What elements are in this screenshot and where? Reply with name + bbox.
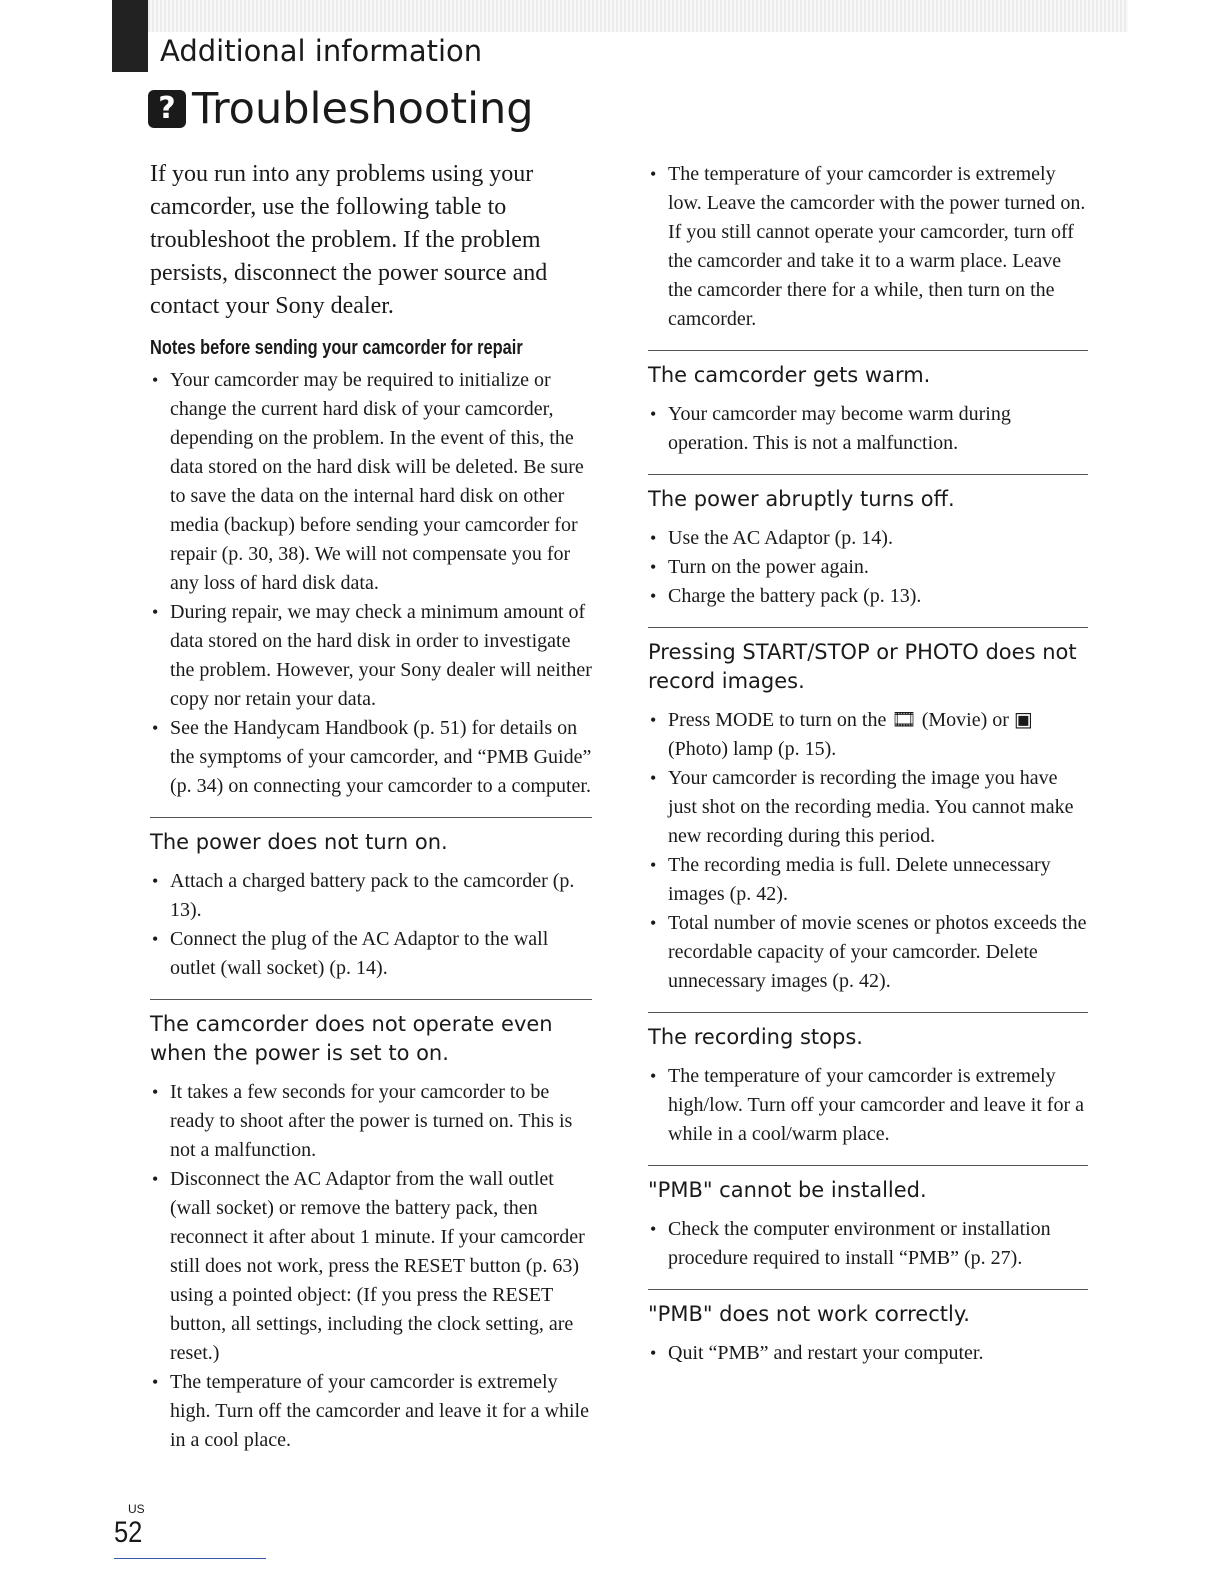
list-item: • The temperature of your camcorder is extremely low. Leave the camcorder with the power turned on. If you still cannot operate your camcorder, turn off the camcorder and take it to a warm place. Leave the camcorder there for a while, then turn on the camcorder. <box>648 160 1088 334</box>
issue-heading: The recording stops. <box>648 1025 863 1049</box>
divider <box>648 1012 1088 1013</box>
list-item: • Total number of movie scenes or photos exceeds the recordable capacity of your camcorder. Delete unnecessary images (p. 42). <box>648 909 1088 996</box>
issue-pmb-work <box>648 1300 1088 1368</box>
list-item: • Check the computer environment or installation procedure required to install “PMB” (p. 27). <box>648 1215 1088 1273</box>
divider <box>648 627 1088 628</box>
header-band <box>112 0 1128 32</box>
divider <box>648 474 1088 475</box>
list-item: • Your camcorder may be required to initialize or change the current hard disk of your camcorder, depending on the problem. In the event of this, the data stored on the hard disk will be deleted. Be sure to save the data on the internal hard disk on other media (backup) before sending your camcorder for repair (p. 30, 38). We will not compensate you for any loss of hard disk data. <box>150 366 592 598</box>
issue-recording-stops <box>648 1023 1088 1149</box>
list-item: • Your camcorder is recording the image you have just shot on the recording media. You cannot make new recording during this period. <box>648 764 1088 851</box>
page-title-text: Troubleshooting <box>192 84 534 134</box>
section-marker <box>112 0 148 72</box>
camera-icon: ▣ <box>1013 707 1033 731</box>
section-title: Additional information <box>160 34 483 68</box>
list-item: • Attach a charged battery pack to the camcorder (p. 13). <box>150 867 592 925</box>
issue-list <box>150 1078 592 1455</box>
issue-heading: Pressing START/STOP or PHOTO does not record images. <box>648 640 1077 693</box>
intro-paragraph: If you run into any problems using your camcorder, use the following table to troubleshoot the problem. If the problem persists, disconnect the power source and contact your Sony dealer. <box>150 161 548 319</box>
list-item: • Quit “PMB” and restart your computer. <box>648 1339 1088 1368</box>
page-title <box>148 84 534 134</box>
issue-power-off <box>648 485 1088 611</box>
list-item: • Your camcorder may become warm during operation. This is not a malfunction. <box>648 400 1088 458</box>
mode-item-pre: Press MODE to turn on the <box>668 709 892 731</box>
issue-heading: "PMB" does not work correctly. <box>648 1302 970 1326</box>
divider <box>150 817 592 818</box>
divider <box>648 350 1088 351</box>
issue-pmb-install <box>648 1176 1088 1273</box>
divider <box>648 1165 1088 1166</box>
issue-list <box>648 400 1088 458</box>
issue-power-not-on <box>150 828 592 983</box>
left-column <box>150 158 592 1455</box>
issue-list <box>648 524 1088 611</box>
divider <box>150 999 592 1000</box>
region-code: US <box>128 1502 145 1516</box>
issue-heading: The camcorder does not operate even when the power is set to on. <box>150 1012 553 1065</box>
issue-gets-warm <box>648 361 1088 458</box>
mode-item-post: (Photo) lamp (p. 15). <box>668 738 837 760</box>
list-item: • Turn on the power again. <box>648 553 1088 582</box>
issue-list <box>648 1062 1088 1149</box>
movie-icon: 🎞 <box>891 707 917 731</box>
footer-rule <box>114 1558 266 1559</box>
issue-not-operate <box>150 1010 592 1455</box>
list-item: • The temperature of your camcorder is extremely high/low. Turn off your camcorder and leave it for a while in a cool/warm place. <box>648 1062 1088 1149</box>
notes-list <box>150 366 592 801</box>
divider <box>648 1289 1088 1290</box>
list-item: • Disconnect the AC Adaptor from the wall outlet (wall socket) or remove the battery pack, then reconnect it after about 1 minute. If your camcorder still does not work, press the RESET button (p. 63) using a pointed object: (If you press the RESET button, all settings, including the clock setting, are reset.) <box>150 1165 592 1368</box>
list-item: • See the Handycam Handbook (p. 51) for details on the symptoms of your camcorder, and “PMB Guide” (p. 34) on connecting your camcorder to a computer. <box>150 714 592 801</box>
issue-list <box>648 1339 1088 1368</box>
page-number: 52 <box>114 1516 143 1549</box>
mode-item-mid: (Movie) or <box>916 709 1014 731</box>
list-item: • It takes a few seconds for your camcorder to be ready to shoot after the power is turned on. This is not a malfunction. <box>150 1078 592 1165</box>
right-column <box>648 160 1088 1368</box>
issue-heading: "PMB" cannot be installed. <box>648 1178 927 1202</box>
list-item: • Connect the plug of the AC Adaptor to the wall outlet (wall socket) (p. 14). <box>150 925 592 983</box>
issue-list <box>150 867 592 983</box>
list-item: • Use the AC Adaptor (p. 14). <box>648 524 1088 553</box>
list-item: • The recording media is full. Delete unnecessary images (p. 42). <box>648 851 1088 909</box>
issue-list <box>648 706 1088 996</box>
list-item: • Charge the battery pack (p. 13). <box>648 582 1088 611</box>
question-icon: ? <box>148 90 186 128</box>
list-item: • During repair, we may check a minimum amount of data stored on the hard disk in order to investigate the problem. However, your Sony dealer will neither copy nor retain your data. <box>150 598 592 714</box>
issue-list <box>648 1215 1088 1273</box>
issue-no-record <box>648 638 1088 996</box>
issue-heading: The power does not turn on. <box>150 830 448 854</box>
list-item: • The temperature of your camcorder is extremely high. Turn off the camcorder and leave it for a while in a cool place. <box>150 1368 592 1455</box>
continued-list <box>648 160 1088 334</box>
list-item <box>648 706 1088 764</box>
issue-heading: The power abruptly turns off. <box>648 487 955 511</box>
issue-heading: The camcorder gets warm. <box>648 363 931 387</box>
notes-heading: Notes before sending your camcorder for repair <box>150 337 523 359</box>
